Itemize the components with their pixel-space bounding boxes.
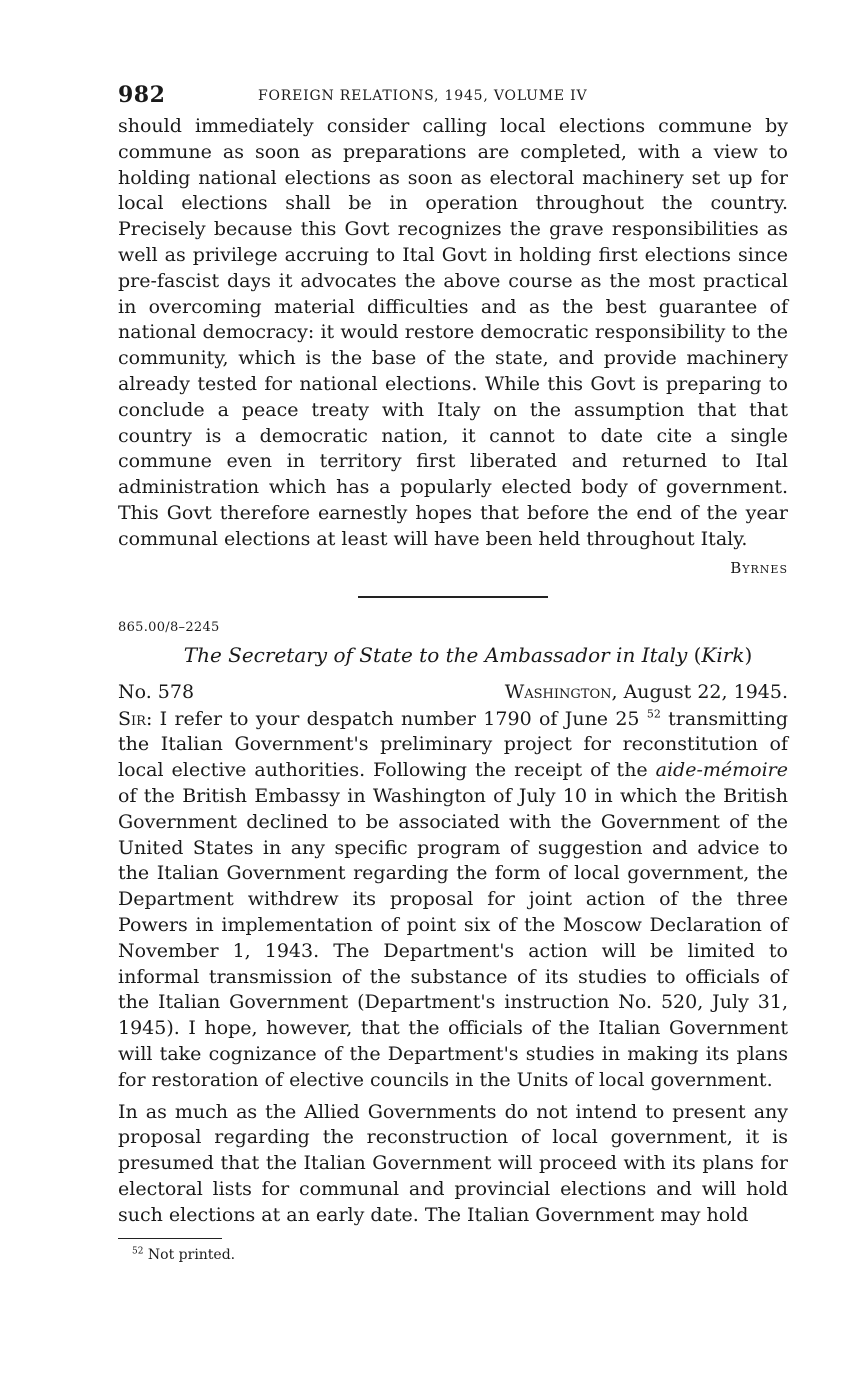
date: , August 22, 1945. (611, 680, 788, 703)
running-title: FOREIGN RELATIONS, 1945, VOLUME IV (258, 88, 588, 104)
heading-paren-close: ) (744, 642, 753, 667)
salutation: Sir (118, 707, 146, 730)
heading-main: The Secretary of State to the Ambassador in Italy (183, 642, 688, 667)
footnote-text: Not printed. (147, 1247, 236, 1264)
body-paragraph-1 (118, 707, 788, 1094)
footnote-reference: 52 (646, 707, 661, 721)
document-heading (118, 643, 788, 667)
p1-italic: aide-mémoire (655, 759, 788, 782)
place-date (505, 681, 788, 703)
p1-part3: of the British Embassy in Washington of July 10 in which the British Government declined to be associated with the Government of the United States in any specific program of suggestion and advice to the Italian Government regarding the form of local government, the Department withdrew its proposal for joint action of the three Powers in implementation of point six of the Moscow Declaration of November 1, 1943. The Department's action will be limited to informal transmission of the substance of its studies to officials of the Italian Government (Department's instruction No. 520, July 31, 1945). I hope, however, that the officials of the Italian Government will take cognizance of the Department's studies in making its plans for restoration of elective councils in the Units of local government. (118, 784, 788, 1091)
file-number: 865.00/8–2245 (118, 619, 220, 635)
footnote (118, 1247, 788, 1263)
place: Washington (504, 680, 612, 703)
footnote-divider (118, 1238, 222, 1239)
continued-paragraph: should immediately consider calling local elections commune by commune as soon as preparations are completed, with a view to holding national elections as soon as electoral machinery set up for local elections shall be in operation throughout the country. Precisely because this Govt recognizes the grave responsibilities as well as privilege accruing to Ital Govt in holding first elections since pre-fascist days it advocates the above course as the most practical in overcoming material difficulties and as the best guarantee of national democracy: it would restore democratic responsibility to the community, which is the base of the state, and provide machinery already tested for national elections. While this Govt is preparing to conclude a peace treaty with Italy on the assumption that that country is a democratic nation, it cannot to date cite a single commune even in territory first liberated and returned to Ital administration which has a popularly elected body of government. This Govt therefore earnestly hopes that before the end of the year communal elections at least will have been held throughout Italy. (118, 115, 788, 550)
section-divider (358, 596, 548, 598)
document-number: No. 578 (118, 680, 195, 703)
page-number: 982 (118, 82, 166, 108)
heading-paren-open: ( (693, 642, 702, 667)
p1-part1: : I refer to your despatch number 1790 of June 25 (145, 707, 647, 730)
footnote-mark: 52 (132, 1246, 144, 1257)
dateline (118, 677, 788, 707)
p1-part2: transmitting the Italian Government's preliminary project for reconstitution of local elective authorities. Following the receipt of the (118, 707, 788, 782)
signature: Byrnes (730, 558, 788, 577)
document-page (118, 78, 788, 1263)
heading-name: Kirk (701, 642, 745, 667)
body-paragraph-2: In as much as the Allied Governments do not intend to present any proposal regarding the reconstruction of local government, it is presumed that the Italian Government will proceed with its plans for electoral lists for communal and provincial elections and will hold such elections at an early date. The Italian Government may hold (118, 1100, 788, 1226)
running-head (118, 78, 788, 114)
